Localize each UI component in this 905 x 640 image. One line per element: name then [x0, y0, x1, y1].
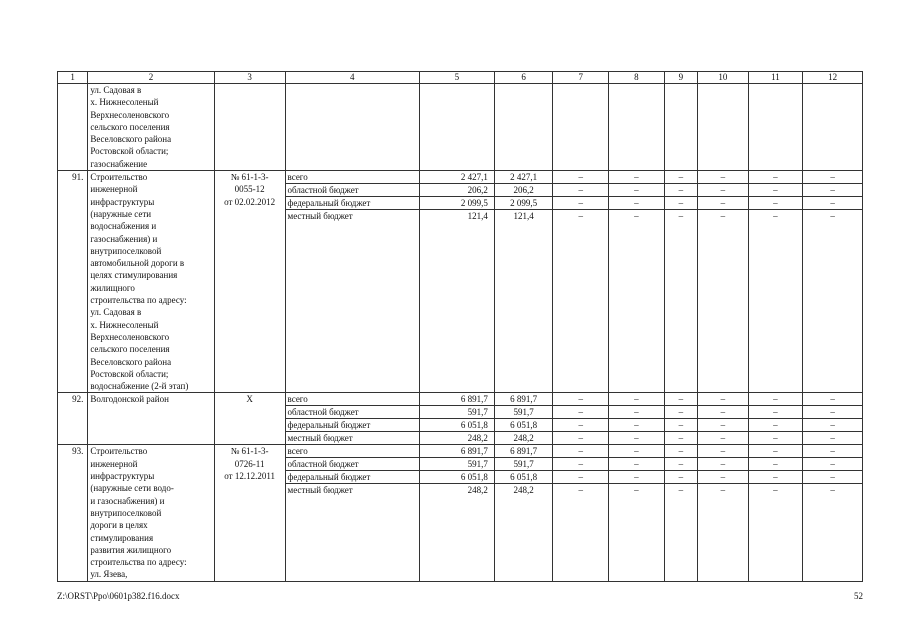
dash-mark: – [803, 184, 862, 197]
dash-mark: – [830, 433, 835, 444]
dash-mark: – [749, 445, 803, 458]
dash-mark: – [749, 471, 803, 484]
dash-mark: – [698, 184, 748, 197]
dash-mark: – [553, 184, 608, 197]
dash-cell [698, 393, 749, 445]
amount-col5: 6 891,7 [420, 393, 494, 406]
dash-mark: – [749, 406, 803, 419]
continuation-row [58, 84, 863, 171]
dash-mark: – [609, 419, 664, 432]
footer-file-path: Z:\ORST\Ppo\0601p382.f16.docx [57, 591, 180, 601]
dash-mark: – [803, 197, 862, 210]
dash-cell [698, 171, 749, 393]
column-number: 3 [214, 72, 285, 84]
object-name-line: развития жилищного [90, 544, 172, 555]
empty-cell [285, 84, 420, 171]
dash-mark: – [578, 211, 584, 222]
column-number: 7 [553, 72, 609, 84]
dash-mark: – [773, 433, 778, 444]
object-name-line: водоснабжения и [90, 221, 157, 232]
amount-col6: 6 051,8 [495, 419, 553, 432]
dash-mark: – [553, 171, 608, 184]
object-name-line: инфраструктуры [90, 196, 155, 207]
empty-cell [664, 84, 697, 171]
empty-cell [698, 84, 749, 171]
document-line: от 02.02.2012 [224, 196, 276, 207]
dash-mark: – [698, 393, 748, 406]
document-cell [214, 171, 285, 393]
dash-mark: – [830, 211, 835, 222]
funding-source: местный бюджет [287, 485, 353, 496]
amount-col6: 206,2 [495, 184, 553, 197]
dash-mark: – [720, 485, 726, 496]
dash-mark: – [698, 471, 748, 484]
object-name-line: (наружные сети водо- [90, 483, 174, 494]
column-number: 11 [748, 72, 803, 84]
dash-mark: – [553, 197, 608, 210]
object-name-line: газоснабжение [90, 158, 148, 169]
dash-cell [748, 171, 803, 393]
empty-cell [494, 84, 553, 171]
column-number: 8 [609, 72, 665, 84]
funding-source: всего [286, 171, 420, 184]
object-name-line: строительства по адресу: [90, 557, 187, 568]
dash-mark: – [678, 485, 684, 496]
object-name-line: внутрипоселковой [90, 245, 162, 256]
dash-cell [803, 445, 863, 581]
dash-mark: – [803, 471, 862, 484]
empty-cell [214, 84, 285, 171]
amount-col6: 2 099,5 [495, 197, 553, 210]
empty-cell [803, 84, 863, 171]
dash-mark: – [665, 171, 697, 184]
object-name-line: Веселовского района [90, 356, 172, 367]
document-line: 0055-12 [234, 184, 265, 195]
dash-mark: – [698, 458, 748, 471]
amount-col5: 206,2 [420, 184, 494, 197]
amount-col5: 121,4 [467, 211, 488, 222]
amount-col6: 6 051,8 [495, 471, 553, 484]
funding-source: федеральный бюджет [286, 197, 420, 210]
amount-col5-cell [420, 393, 495, 445]
dash-mark: – [720, 433, 726, 444]
object-name-line: Волгодонской район [90, 394, 169, 405]
dash-cell [748, 393, 803, 445]
dash-mark: – [678, 433, 684, 444]
column-number: 5 [420, 72, 495, 84]
dash-mark: – [553, 406, 608, 419]
dash-mark: – [830, 485, 835, 496]
document-line: 0726-11 [234, 458, 265, 469]
amount-col5: 6 051,8 [420, 419, 494, 432]
funding-source: местный бюджет [287, 211, 353, 222]
object-name-line: Верхнесоленовского [90, 331, 170, 342]
amount-col5: 2 099,5 [420, 197, 494, 210]
object-name-line: Ростовской области; [90, 146, 169, 157]
amount-col6: 591,7 [495, 406, 553, 419]
object-name-line: сельского поселения [90, 344, 170, 355]
dash-mark: – [803, 406, 862, 419]
funding-source: областной бюджет [286, 184, 420, 197]
dash-mark: – [609, 445, 664, 458]
amount-col6-cell [494, 171, 553, 393]
dash-mark: – [665, 445, 697, 458]
dash-mark: – [609, 406, 664, 419]
amount-col5: 248,2 [467, 433, 488, 444]
table-row [58, 171, 863, 393]
dash-cell [609, 393, 665, 445]
dash-mark: – [609, 458, 664, 471]
object-name-line: инженерной [90, 458, 138, 469]
dash-mark: – [665, 197, 697, 210]
dash-mark: – [749, 419, 803, 432]
dash-mark: – [553, 458, 608, 471]
object-name-cell [88, 84, 214, 171]
dash-mark: – [698, 171, 748, 184]
dash-mark: – [665, 406, 697, 419]
dash-mark: – [609, 171, 664, 184]
dash-mark: – [609, 471, 664, 484]
object-name-line: х. Нижнесоленый [90, 319, 159, 330]
amount-col6: 2 427,1 [495, 171, 553, 184]
funding-source: всего [286, 393, 420, 406]
empty-cell [553, 84, 609, 171]
dash-mark: – [665, 471, 697, 484]
dash-mark: – [749, 393, 803, 406]
object-name-line: инженерной [90, 184, 138, 195]
dash-mark: – [665, 419, 697, 432]
funding-source: федеральный бюджет [286, 471, 420, 484]
funding-source: федеральный бюджет [286, 419, 420, 432]
object-name-line: ул. Язева, [90, 569, 128, 580]
dash-cell [803, 393, 863, 445]
dash-cell [553, 171, 609, 393]
row-number-cell [58, 84, 88, 171]
funding-source: областной бюджет [286, 458, 420, 471]
dash-mark: – [609, 184, 664, 197]
dash-mark: – [803, 458, 862, 471]
row-number: 92. [58, 393, 88, 445]
funding-source-cell [285, 171, 420, 393]
object-name-line: автомобильной дороги в [90, 258, 185, 269]
column-number-row [58, 72, 863, 84]
column-number: 1 [58, 72, 88, 84]
dash-mark: – [749, 458, 803, 471]
dash-cell [553, 393, 609, 445]
object-name-cell [88, 393, 214, 445]
dash-mark: – [698, 419, 748, 432]
document-line: № 61-1-3- [230, 446, 269, 457]
dash-mark: – [698, 197, 748, 210]
object-name-line: строительства по адресу: [90, 295, 187, 306]
dash-cell [609, 171, 665, 393]
dash-mark: – [665, 393, 697, 406]
amount-col5-cell [420, 171, 495, 393]
amount-col5: 248,2 [467, 485, 488, 496]
dash-cell [698, 445, 749, 581]
object-name-line: Ростовской области; [90, 368, 169, 379]
footer-page-number: 52 [854, 591, 863, 601]
dash-mark: – [803, 419, 862, 432]
dash-cell [748, 445, 803, 581]
object-name-line: ул. Садовая в [90, 85, 142, 95]
amount-col5: 6 891,7 [420, 445, 494, 458]
empty-cell [748, 84, 803, 171]
object-name-line: стимулирования [90, 532, 154, 543]
dash-mark: – [773, 211, 778, 222]
dash-mark: – [609, 393, 664, 406]
row-number: 91. [58, 171, 88, 393]
budget-table [57, 71, 863, 582]
column-number: 6 [494, 72, 553, 84]
object-name-cell [88, 171, 214, 393]
funding-source: местный бюджет [287, 433, 353, 444]
amount-col6: 248,2 [513, 433, 534, 444]
object-name-line: и газоснабжения) и [90, 495, 165, 506]
column-number: 12 [803, 72, 863, 84]
dash-mark: – [609, 197, 664, 210]
amount-col5: 6 051,8 [420, 471, 494, 484]
dash-mark: – [773, 485, 778, 496]
amount-col6-cell [494, 445, 553, 581]
amount-col6: 6 891,7 [495, 393, 553, 406]
funding-source: всего [286, 445, 420, 458]
amount-col5: 591,7 [420, 406, 494, 419]
dash-mark: – [634, 211, 639, 222]
dash-mark: – [803, 445, 862, 458]
object-name-line: инфраструктуры [90, 471, 155, 482]
document-line: № 61-1-3- [230, 172, 269, 183]
amount-col6: 591,7 [495, 458, 553, 471]
object-name-line: водоснабжение (2-й этап) [90, 381, 189, 392]
dash-cell [664, 393, 697, 445]
empty-cell [609, 84, 665, 171]
document-line: Х [246, 394, 253, 405]
column-number: 4 [285, 72, 420, 84]
empty-cell [420, 84, 495, 171]
object-name-cell [88, 445, 214, 581]
amount-col6-cell [494, 393, 553, 445]
amount-col5: 591,7 [420, 458, 494, 471]
object-name-line: Строительство [90, 446, 148, 457]
dash-mark: – [578, 433, 584, 444]
object-name-line: ул. Садовая в [90, 307, 142, 318]
document-cell [214, 393, 285, 445]
object-name-line: (наружные сети [90, 208, 152, 219]
dash-mark: – [665, 458, 697, 471]
dash-mark: – [634, 433, 639, 444]
dash-mark: – [698, 445, 748, 458]
object-name-line: внутрипоселковой [90, 507, 162, 518]
object-name-line: Верхнесоленовского [90, 109, 170, 120]
table-body [58, 72, 863, 582]
amount-col6: 121,4 [513, 211, 534, 222]
amount-col6: 6 891,7 [495, 445, 553, 458]
dash-mark: – [803, 171, 862, 184]
dash-mark: – [578, 485, 584, 496]
amount-col5: 2 427,1 [420, 171, 494, 184]
dash-cell [664, 445, 697, 581]
object-name-line: жилищного [90, 282, 135, 293]
table-row [58, 393, 863, 445]
table-row [58, 445, 863, 581]
dash-mark: – [749, 171, 803, 184]
object-name-line: сельского поселения [90, 121, 170, 132]
amount-col5-cell [420, 445, 495, 581]
dash-mark: – [803, 393, 862, 406]
dash-mark: – [553, 471, 608, 484]
amount-col6: 248,2 [513, 485, 534, 496]
object-name-line: газоснабжения) и [90, 233, 158, 244]
column-number: 9 [664, 72, 697, 84]
column-number: 10 [698, 72, 749, 84]
dash-mark: – [553, 445, 608, 458]
object-name-line: целях стимулирования [90, 270, 178, 281]
object-name-line: Веселовского района [90, 134, 172, 145]
document-cell [214, 445, 285, 581]
dash-mark: – [698, 406, 748, 419]
dash-cell [803, 171, 863, 393]
dash-cell [664, 171, 697, 393]
dash-cell [609, 445, 665, 581]
dash-mark: – [720, 211, 726, 222]
document-line: от 12.12.2011 [224, 471, 275, 482]
funding-source-cell [285, 393, 420, 445]
dash-mark: – [749, 184, 803, 197]
funding-source: областной бюджет [286, 406, 420, 419]
funding-source-cell [285, 445, 420, 581]
dash-mark: – [553, 393, 608, 406]
object-name-line: х. Нижнесоленый [90, 97, 159, 108]
dash-mark: – [634, 485, 639, 496]
dash-mark: – [665, 184, 697, 197]
dash-cell [553, 445, 609, 581]
row-number: 93. [58, 445, 88, 581]
object-name-line: дороги в целях [90, 520, 148, 531]
dash-mark: – [749, 197, 803, 210]
dash-mark: – [678, 211, 684, 222]
dash-mark: – [553, 419, 608, 432]
object-name-line: Строительство [90, 172, 148, 183]
column-number: 2 [88, 72, 214, 84]
